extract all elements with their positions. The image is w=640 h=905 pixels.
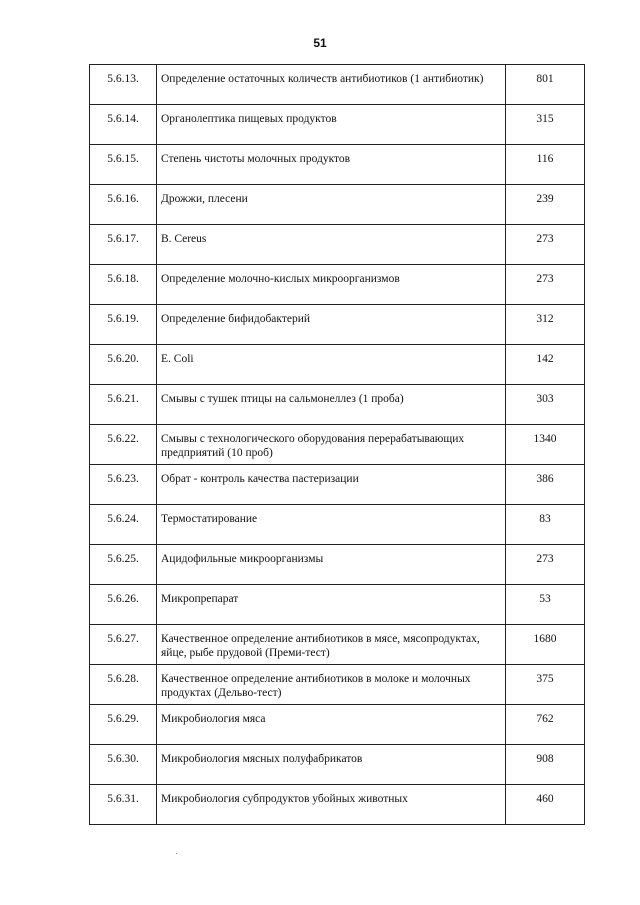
item-price: 303 (506, 385, 585, 425)
item-price: 386 (506, 465, 585, 505)
item-name: Степень чистоты молочных продуктов (157, 145, 506, 185)
item-code: 5.6.20. (90, 345, 157, 385)
item-name: Микробиология мяса (157, 705, 506, 745)
table-row (90, 745, 585, 785)
table-row (90, 625, 585, 665)
table-row (90, 665, 585, 705)
table-row (90, 585, 585, 625)
item-name: Качественное определение антибиотиков в мясе, мясопродуктах, яйце, рыбе прудовой (Преми-тест) (157, 625, 506, 665)
item-code: 5.6.15. (90, 145, 157, 185)
item-price: 1340 (506, 425, 585, 465)
table-row (90, 65, 585, 105)
item-code: 5.6.14. (90, 105, 157, 145)
table-row (90, 465, 585, 505)
item-name: Ацидофильные микроорганизмы (157, 545, 506, 585)
item-code: 5.6.29. (90, 705, 157, 745)
item-price: 460 (506, 785, 585, 825)
table-row (90, 505, 585, 545)
item-name: Термостатирование (157, 505, 506, 545)
item-code: 5.6.19. (90, 305, 157, 345)
item-name: Определение бифидобактерий (157, 305, 506, 345)
item-price: 239 (506, 185, 585, 225)
item-name: B. Cereus (157, 225, 506, 265)
item-code: 5.6.17. (90, 225, 157, 265)
item-code: 5.6.23. (90, 465, 157, 505)
item-price: 142 (506, 345, 585, 385)
item-code: 5.6.28. (90, 665, 157, 705)
table-row (90, 785, 585, 825)
item-name: Смывы с тушек птицы на сальмонеллез (1 проба) (157, 385, 506, 425)
table-row (90, 105, 585, 145)
item-price: 375 (506, 665, 585, 705)
table-row (90, 145, 585, 185)
item-code: 5.6.30. (90, 745, 157, 785)
item-code: 5.6.31. (90, 785, 157, 825)
item-price: 116 (506, 145, 585, 185)
item-name: Обрат - контроль качества пастеризации (157, 465, 506, 505)
item-code: 5.6.26. (90, 585, 157, 625)
item-price: 312 (506, 305, 585, 345)
item-code: 5.6.18. (90, 265, 157, 305)
table-row (90, 345, 585, 385)
item-name: Определение остаточных количеств антибиотиков (1 антибиотик) (157, 65, 506, 105)
item-price: 273 (506, 545, 585, 585)
item-price: 1680 (506, 625, 585, 665)
item-name: E. Coli (157, 345, 506, 385)
table-row (90, 225, 585, 265)
item-name: Микробиология мясных полуфабрикатов (157, 745, 506, 785)
table-row (90, 545, 585, 585)
item-price: 83 (506, 505, 585, 545)
item-price: 315 (506, 105, 585, 145)
table-row (90, 425, 585, 465)
scan-speck (176, 853, 177, 854)
item-price: 273 (506, 265, 585, 305)
item-code: 5.6.13. (90, 65, 157, 105)
item-code: 5.6.24. (90, 505, 157, 545)
table-row (90, 705, 585, 745)
item-name: Микробиология субпродуктов убойных животных (157, 785, 506, 825)
item-code: 5.6.25. (90, 545, 157, 585)
item-code: 5.6.22. (90, 425, 157, 465)
item-name: Смывы с технологического оборудования перерабатывающих предприятий (10 проб) (157, 425, 506, 465)
item-code: 5.6.21. (90, 385, 157, 425)
item-code: 5.6.16. (90, 185, 157, 225)
item-name: Определение молочно-кислых микроорганизмов (157, 265, 506, 305)
item-price: 53 (506, 585, 585, 625)
table-row (90, 185, 585, 225)
table-row (90, 385, 585, 425)
price-table (89, 64, 585, 825)
item-price: 273 (506, 225, 585, 265)
item-name: Органолептика пищевых продуктов (157, 105, 506, 145)
table-row (90, 305, 585, 345)
item-code: 5.6.27. (90, 625, 157, 665)
item-price: 908 (506, 745, 585, 785)
price-table-body (90, 65, 585, 825)
item-price: 762 (506, 705, 585, 745)
item-name: Качественное определение антибиотиков в молоке и молочных продуктах (Дельво-тест) (157, 665, 506, 705)
table-row (90, 265, 585, 305)
item-name: Дрожжи, плесени (157, 185, 506, 225)
item-name: Микропрепарат (157, 585, 506, 625)
item-price: 801 (506, 65, 585, 105)
page-number: 51 (313, 36, 327, 50)
